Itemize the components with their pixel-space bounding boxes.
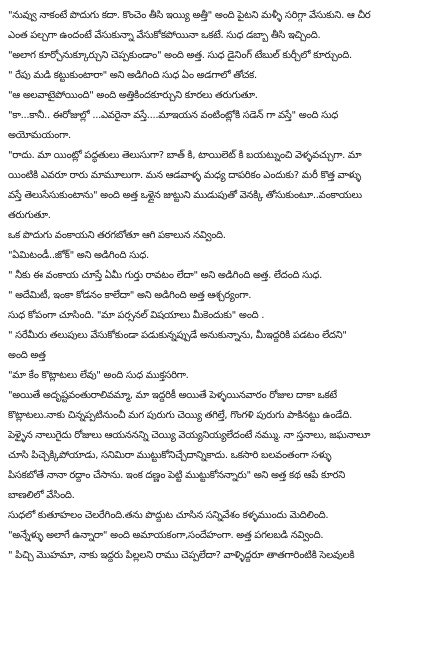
text-line: [8, 606, 435, 626]
text-line: "అయితే అదృష్టవంతురాలివమ్మా, మా ఇద్దరికీ అయితే పెళ్ళయినవారం రోజుల దాకా ఒకటే: [8, 390, 337, 401]
text-line: " నీకు ఈ వంకాయ చూస్తే ఏమీ గుర్తు రావటం లేదా" అని అడిగింది అత్త. లేదంది సుధ.: [8, 270, 322, 281]
text-line: సుధ కోపంగా చూసింది. "మా పర్సనల్ విషయాలు మీకెందుకు" అంది .: [8, 310, 265, 321]
text-line: "అలాగ కూర్చోనుక్కూర్చుని చెప్పకుండాం" అంది అత్త. సుధ డైనింగ్ టేబుల్ కుర్చీలో కూర్చుంది.: [8, 50, 352, 61]
text-line: [8, 566, 435, 586]
text-line: "ఏమిటండీ..జోక్" అని అడిగింది సుధ.: [8, 250, 149, 261]
text-line: యింటికి ఎవరూ రారు మామూలుగా. మన ఆడవాళ్ళ మధ్య దాపరికం ఎందుకు? మరీ కొత్త వాళ్ళు: [8, 170, 362, 181]
text-line: పిసకబోతే నానా రద్దాం చేసాను. ఇంక దణ్ణం పెట్టి ముట్టుకోనన్నారు" అని అత్త కథ ఆపే కూరని: [8, 470, 345, 481]
text-line: "నువ్వు నాకంటే పొదుగు కదా. కొంచెం తీసి ఇయ్యి అత్తీ" అంది పైటని మళ్ళీ సరిగ్గా వేసుకుని. ఆ చీర: [8, 10, 371, 21]
text-line: తరుగుతూ.: [8, 210, 51, 221]
text-line: చూసి పిచ్చెక్కిపోయాడు, సనిమిరా ముట్టుకోనిచ్చేదాన్నికాదు. ఒకసారి బలవంతంగా సళ్ళు: [8, 450, 332, 461]
text-line: [8, 586, 435, 606]
text-line: పెళ్ళైన నాలుగైదు రోజులు ఆయననన్ని చెయ్యి వెయ్యనియ్యలేదంటే నమ్ము. నా స్తనాలు, జఘనాలూ: [8, 430, 371, 441]
text-line: ఒక పొదుగు వంకాయని తరగబోతూ ఆగి పకాలున నవ్వింది.: [8, 230, 226, 241]
text-line: "అన్నేళ్ళు అలాగే ఉన్నారా" అంది అమాయకంగా,సందేహంగా. అత్త పగలబడి నవ్వింది.: [8, 530, 324, 541]
text-line: " పిచ్చి మొహమా, నాకు ఇద్దరు పిల్లలని రాము చెప్పలేదా? వాళ్ళిద్దరూ తాతగారింటికి సెలవులకి: [8, 550, 355, 561]
text-line: బాణలిలో వేసింది.: [8, 490, 75, 501]
text-line: ఎంత పల్చగా ఉందంటే వేసుకున్నా వేసుకోకపోయినా ఒకటే. సుధ డబ్బా తీసి ఇచ్చింది.: [8, 30, 321, 41]
text-line: " రేపు మడి కట్టుకుంటారా" అని అడిగింది సుధ ఏం అడగాలో తోచక.: [8, 70, 257, 81]
text-line: "ఆ అలవాటైపోయింది" అంది అత్తికిందకూర్చుని కూరలు తరుగుతూ.: [8, 90, 258, 101]
text-line: "రాదు. మా యింట్లో పద్ధతులు తెలుసుగా? బాత్ కి, టాయిలెట్ కి బయట్నుంచి వెళ్ళవచ్చుగా. మా: [8, 150, 362, 161]
text-line: [8, 626, 435, 646]
text-line: అయోమయంగా.: [8, 130, 71, 141]
text-line: " సరేమీరు తలుపులు వేసుకోకుండా పడుకున్నప్పుడే అనుకున్నాను, మీఇద్దరికి పడటం లేదని": [8, 330, 347, 341]
text-line: "కా...కానీ.. ఈరోజుల్లో ...ఎవరైనా వస్తే....మాఇయన వంటింట్లోకి సడెన్ గా వస్తే" అంది సుధ: [8, 110, 339, 121]
text-line: అంది అత్త: [8, 350, 46, 361]
text-line: వస్తే తెలుసేసుకుంటాను" అంది అత్త ఒళ్లైన జుట్టుని ముడుపుతో వెనక్కి తోసుకుంటూ..వంకాయలు: [8, 190, 362, 201]
text-line: " అదేమిటీ, ఇంకా కోడనం కాలేదా" అని అడిగింది అత్త ఆశ్చర్యంగా.: [8, 290, 252, 301]
text-line: "మా కేం కొట్లాటలు లేవు" అంది సుధ ముక్తసరిగా.: [8, 370, 189, 381]
text-line: కొట్లాటలు.నాకు చిన్నప్పటినుంచీ మగ పురుగు చెయ్యి తగిల్తే, గొంగళి పురుగు పాకినట్టు ఉండేది.: [8, 410, 352, 421]
text-line: సుధలో కుతూహలం చెలరేగింది.తను పొద్దుట చూసిన సన్నివేశం కళ్ళముందు మెదిలింది.: [8, 510, 329, 521]
